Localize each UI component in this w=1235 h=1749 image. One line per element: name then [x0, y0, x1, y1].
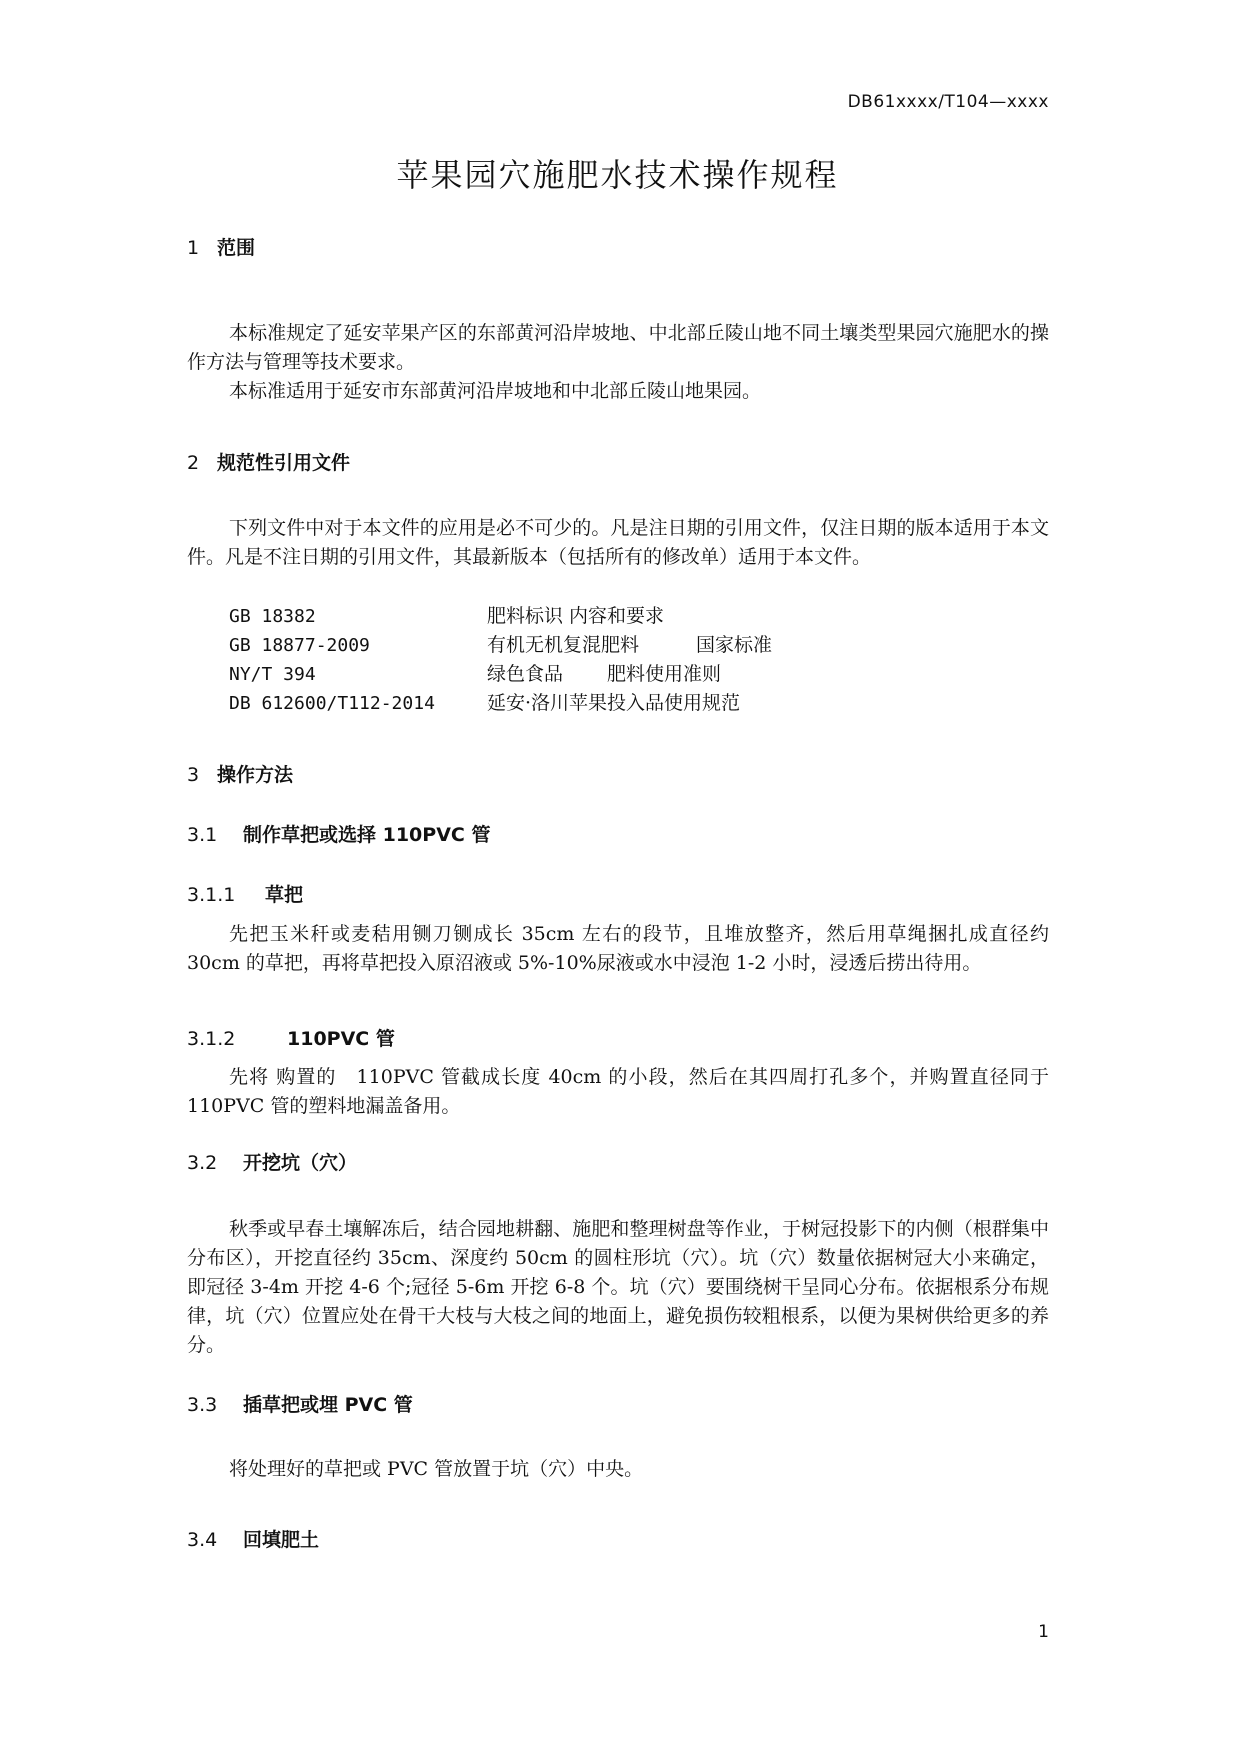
section-number: 2 — [187, 452, 200, 474]
paragraph-digging-pits: 秋季或早春土壤解冻后，结合园地耕翻、施肥和整理树盘等作业，于树冠投影下的内侧（根群集中分布区），开挖直径约 35cm、深度约 50cm 的圆柱形坑（穴）。坑（穴）数量依据树冠大小来确定，即冠径 3-4m 开挖 4-6 个;冠径 5-6m 开挖 6-8 个。坑（穴）要围绕树干呈同心分布。依据根系分布规律，坑（穴）位置应处在骨干大枝与大枝之间的地面上，避免损伤较粗根系，以便为果树供给更多的养分。 — [187, 1218, 1049, 1356]
section-number: 3.1.2 — [187, 1028, 236, 1050]
paragraph-references: 下列文件中对于本文件的应用是必不可少的。凡是注日期的引用文件，仅注日期的版本适用于本文件。凡是不注日期的引用文件，其最新版本（包括所有的修改单）适用于本文件。 — [187, 517, 1049, 568]
reference-item — [229, 631, 772, 660]
paragraph-grass-bundle: 先把玉米秆或麦秸用铡刀铡成长 35cm 左右的段节，且堆放整齐，然后用草绳捆扎成直径约 30cm 的草把，再将草把投入原沼液或 5%-10%尿液或水中浸泡 1-2 小时，浸透后捞出待用。 — [187, 923, 1049, 974]
section-label: 110PVC 管 — [287, 1028, 395, 1050]
heading-section-3 — [187, 760, 293, 787]
reference-title: 延安·洛川苹果投入品使用规范 — [487, 692, 741, 714]
paragraph-insert-bundle: 将处理好的草把或 PVC 管放置于坑（穴）中央。 — [229, 1458, 644, 1480]
section-number: 3.2 — [187, 1152, 218, 1174]
section-number: 3.1.1 — [187, 884, 236, 906]
section-label: 操作方法 — [217, 764, 294, 786]
reference-code: GB 18382 — [229, 606, 316, 627]
reference-title: 有机无机复混肥料 国家标准 — [487, 634, 773, 656]
section-label: 制作草把或选择 110PVC 管 — [243, 824, 491, 846]
section-label: 范围 — [217, 237, 256, 259]
paragraph-scope-2: 本标准适用于延安市东部黄河沿岸坡地和中北部丘陵山地果园。 — [229, 380, 762, 402]
section-label: 回填肥土 — [243, 1529, 320, 1551]
section-label: 草把 — [265, 884, 304, 906]
reference-item — [229, 602, 772, 631]
section-number: 3 — [187, 764, 200, 786]
section-number: 1 — [187, 237, 200, 259]
reference-code: NY/T 394 — [229, 664, 316, 685]
reference-list — [229, 602, 772, 718]
heading-section-2 — [187, 448, 350, 475]
page-number: 1 — [1038, 1622, 1049, 1642]
reference-item — [229, 689, 772, 718]
section-label: 插草把或埋 PVC 管 — [243, 1394, 413, 1416]
reference-title: 肥料标识 内容和要求 — [487, 605, 665, 627]
paragraph-scope-1: 本标准规定了延安苹果产区的东部黄河沿岸坡地、中北部丘陵山地不同土壤类型果园穴施肥水的操作方法与管理等技术要求。 — [187, 322, 1049, 373]
section-label: 开挖坑（穴） — [243, 1152, 358, 1174]
section-number: 3.4 — [187, 1529, 218, 1551]
document-code: DB61xxxx/T104—xxxx — [847, 92, 1049, 112]
paragraph-pvc-pipe: 先将 购置的 110PVC 管截成长度 40cm 的小段，然后在其四周打孔多个，并购置直径同于 110PVC 管的塑料地漏盖备用。 — [187, 1066, 1049, 1117]
heading-section-3-1-1 — [187, 880, 303, 907]
reference-code: DB 612600/T112-2014 — [229, 693, 435, 714]
section-number: 3.3 — [187, 1394, 218, 1416]
heading-section-3-3 — [187, 1390, 413, 1417]
section-label: 规范性引用文件 — [217, 452, 351, 474]
section-number: 3.1 — [187, 824, 218, 846]
reference-item — [229, 660, 772, 689]
document-title: 苹果园穴施肥水技术操作规程 — [396, 156, 839, 194]
heading-section-3-1 — [187, 820, 490, 847]
heading-section-3-2 — [187, 1148, 357, 1175]
heading-section-3-4 — [187, 1525, 319, 1552]
reference-title: 绿色食品 肥料使用准则 — [487, 663, 722, 685]
heading-section-1 — [187, 233, 255, 260]
heading-section-3-1-2 — [187, 1024, 395, 1051]
reference-code: GB 18877-2009 — [229, 635, 370, 656]
